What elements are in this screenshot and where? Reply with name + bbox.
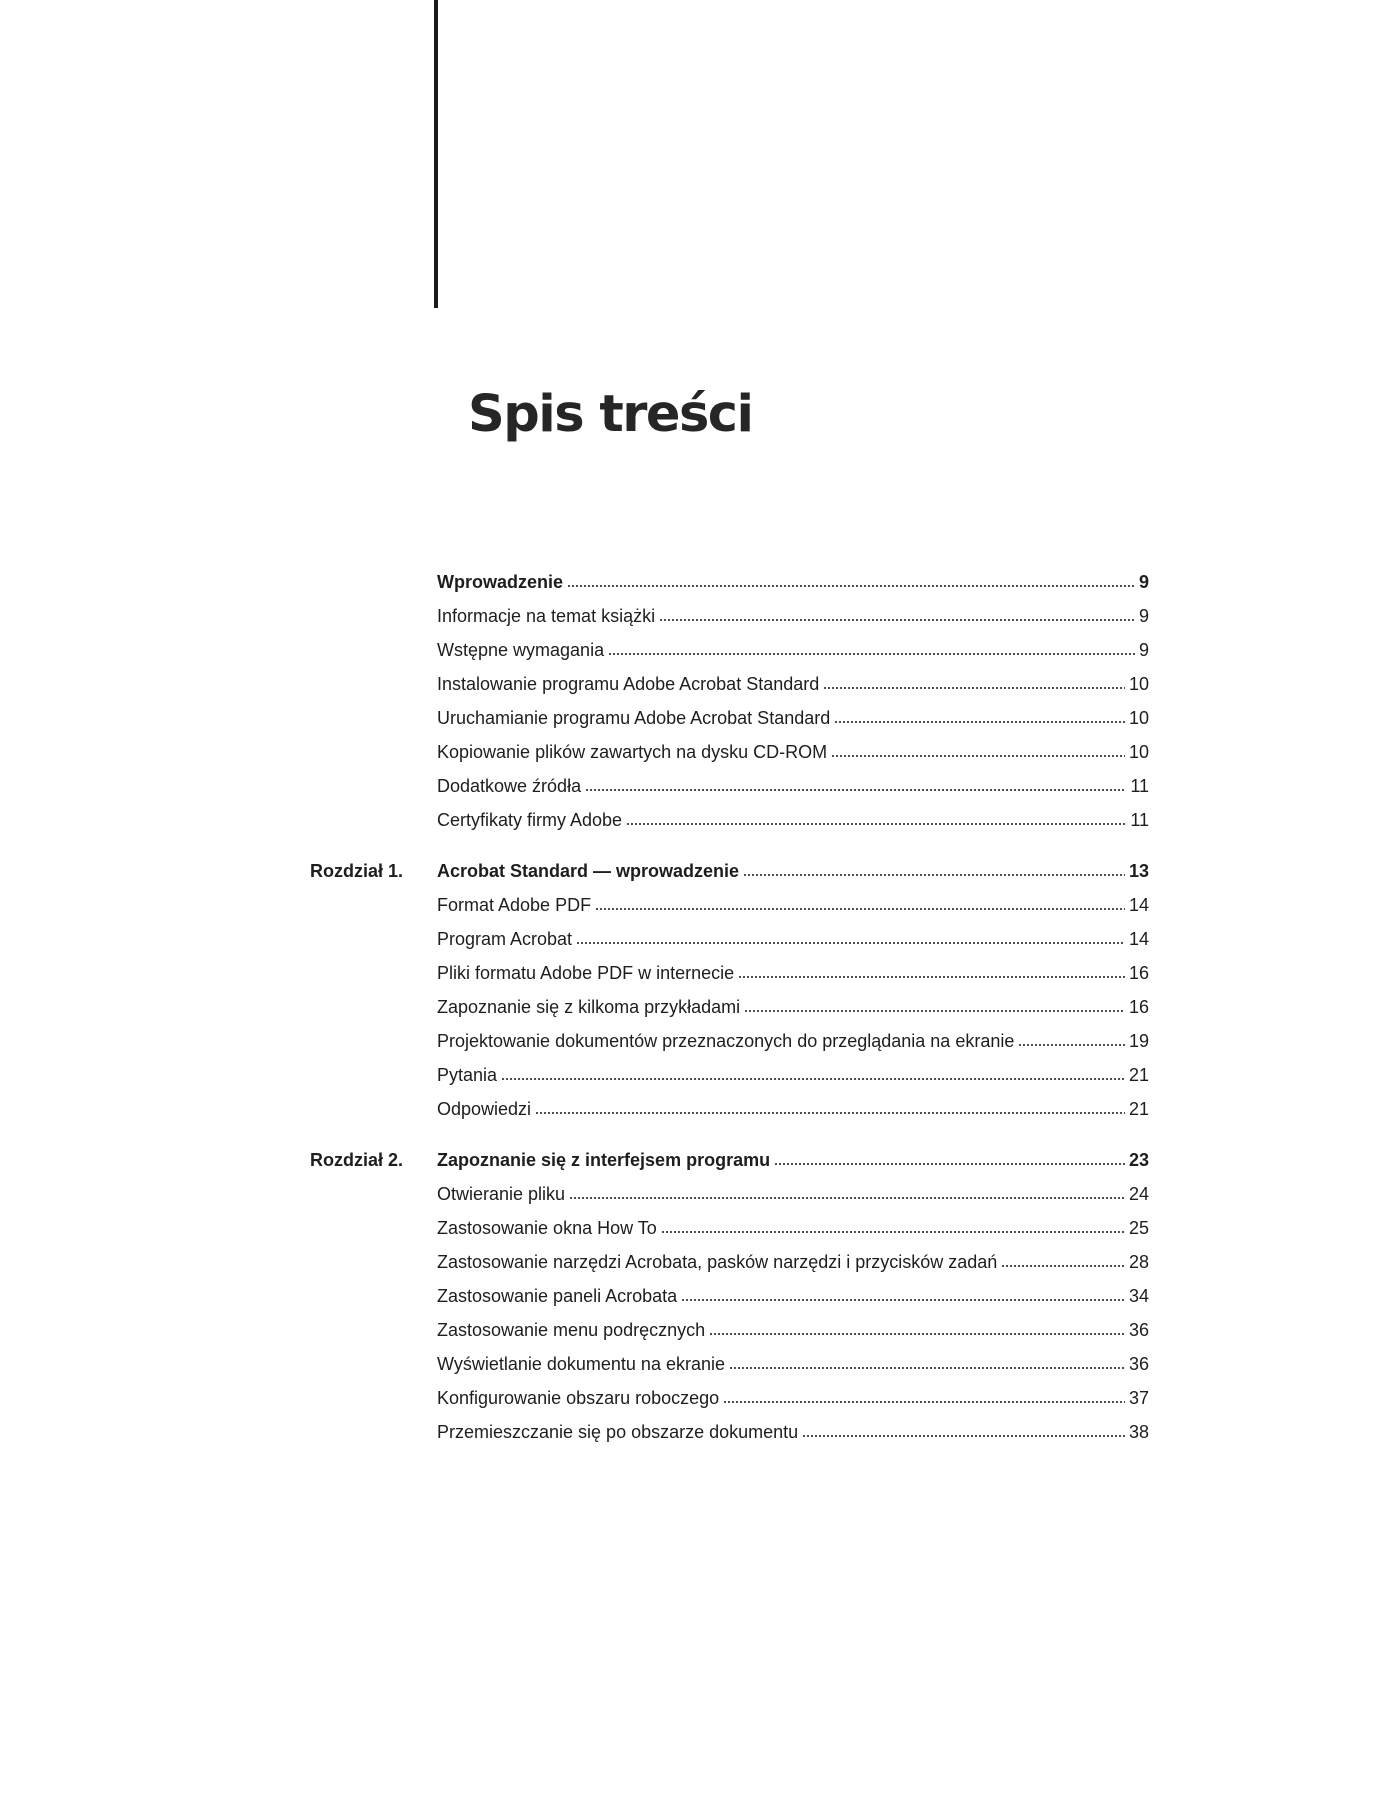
toc-entry-page-number: 9 [1138, 640, 1149, 660]
toc-entry-page-number: 9 [1138, 572, 1149, 592]
toc-entry[interactable] [437, 882, 1149, 916]
toc-entry-title: Wprowadzenie [437, 572, 564, 592]
chapter-label: Rozdział 2. [310, 1150, 404, 1170]
dot-leader [626, 821, 1126, 827]
toc-entry[interactable] [437, 1375, 1149, 1409]
toc-entry-page-number: 23 [1128, 1150, 1149, 1170]
toc-entry-page-number: 10 [1128, 674, 1149, 694]
toc-entry-title: Zapoznanie się z interfejsem programu [437, 1150, 771, 1170]
toc-entry-page-number: 36 [1128, 1354, 1149, 1374]
toc-entry-title: Zastosowanie narzędzi Acrobata, pasków narzędzi i przycisków zadań [437, 1252, 998, 1272]
toc-entry[interactable] [437, 1018, 1149, 1052]
toc-entry[interactable] [437, 950, 1149, 984]
toc-entry-title: Pytania [437, 1065, 498, 1085]
dot-leader [659, 617, 1135, 623]
dot-leader [501, 1076, 1125, 1082]
toc-entry-title: Zastosowanie okna How To [437, 1218, 657, 1238]
toc-entry-page-number: 13 [1128, 861, 1149, 881]
toc-entry-title: Projektowanie dokumentów przeznaczonych do przeglądania na ekranie [437, 1031, 1015, 1051]
toc-entry-page-number: 14 [1128, 929, 1149, 949]
toc-entry-title: Otwieranie pliku [437, 1184, 566, 1204]
toc-entry-title: Certyfikaty firmy Adobe [437, 810, 623, 830]
dot-leader [823, 685, 1125, 691]
dot-leader [743, 872, 1125, 878]
dot-leader [661, 1229, 1125, 1235]
dot-leader [834, 719, 1125, 725]
toc-entry-title: Program Acrobat [437, 929, 573, 949]
dot-leader [535, 1110, 1125, 1116]
dot-leader [585, 787, 1126, 793]
toc-entry-title: Format Adobe PDF [437, 895, 592, 915]
dot-leader [709, 1331, 1125, 1337]
dot-leader [729, 1365, 1125, 1371]
toc-entry[interactable] [437, 916, 1149, 950]
toc-entry[interactable] [437, 1086, 1149, 1120]
toc-entry-page-number: 24 [1128, 1184, 1149, 1204]
toc-entry-page-number: 21 [1128, 1099, 1149, 1119]
toc-entry[interactable] [437, 1171, 1149, 1205]
dot-leader [595, 906, 1125, 912]
toc-entry-page-number: 36 [1128, 1320, 1149, 1340]
dot-leader [744, 1008, 1125, 1014]
dot-leader [831, 753, 1125, 759]
toc-entry-page-number: 34 [1128, 1286, 1149, 1306]
toc-entry-page-number: 28 [1128, 1252, 1149, 1272]
toc-entry[interactable] [437, 1137, 1149, 1171]
dot-leader [576, 940, 1125, 946]
toc-entry-title: Zastosowanie paneli Acrobata [437, 1286, 678, 1306]
toc-entry[interactable] [437, 1239, 1149, 1273]
toc-entry[interactable] [437, 729, 1149, 763]
dot-leader [681, 1297, 1125, 1303]
dot-leader [1018, 1042, 1125, 1048]
toc-entry-page-number: 14 [1128, 895, 1149, 915]
dot-leader [774, 1161, 1125, 1167]
toc-entry-title: Dodatkowe źródła [437, 776, 582, 796]
toc-entry-title: Przemieszczanie się po obszarze dokumentu [437, 1422, 799, 1442]
toc-entry[interactable] [437, 1307, 1149, 1341]
toc-entry-title: Wyświetlanie dokumentu na ekranie [437, 1354, 725, 1374]
toc-entry-page-number: 16 [1128, 963, 1149, 983]
toc-entry-page-number: 37 [1128, 1388, 1149, 1408]
toc-entry-title: Zastosowanie menu podręcznych [437, 1320, 706, 1340]
toc-entry[interactable] [437, 559, 1149, 593]
dot-leader [567, 583, 1135, 589]
toc-entry[interactable] [437, 1273, 1149, 1307]
toc-entry[interactable] [437, 627, 1149, 661]
dot-leader [608, 651, 1135, 657]
dot-leader [1001, 1263, 1125, 1269]
toc-entry-page-number: 10 [1128, 708, 1149, 728]
toc-entry-page-number: 38 [1128, 1422, 1149, 1442]
toc-entry-title: Kopiowanie plików zawartych na dysku CD-ROM [437, 742, 828, 762]
dot-leader [723, 1399, 1125, 1405]
toc-entry-title: Uruchamianie programu Adobe Acrobat Standard [437, 708, 831, 728]
toc-entry-title: Wstępne wymagania [437, 640, 605, 660]
toc-entry[interactable] [437, 1409, 1149, 1443]
toc-entry-title: Odpowiedzi [437, 1099, 532, 1119]
toc-entry[interactable] [437, 763, 1149, 797]
toc-entry[interactable] [437, 984, 1149, 1018]
toc-entry-title: Informacje na temat książki [437, 606, 656, 626]
toc-entry[interactable] [437, 1205, 1149, 1239]
toc-entry-page-number: 11 [1130, 810, 1149, 830]
toc-entry-page-number: 16 [1128, 997, 1149, 1017]
toc-entry-page-number: 11 [1130, 776, 1149, 796]
toc-entry-title: Instalowanie programu Adobe Acrobat Standard [437, 674, 820, 694]
dot-leader [569, 1195, 1125, 1201]
toc-entry-title: Konfigurowanie obszaru roboczego [437, 1388, 720, 1408]
toc-entry[interactable] [437, 1341, 1149, 1375]
toc-entry-page-number: 25 [1128, 1218, 1149, 1238]
dot-leader [802, 1433, 1125, 1439]
chapter-label: Rozdział 1. [310, 861, 404, 881]
toc-entry[interactable] [437, 848, 1149, 882]
toc-entry-page-number: 10 [1128, 742, 1149, 762]
toc-entry-title: Acrobat Standard — wprowadzenie [437, 861, 740, 881]
dot-leader [738, 974, 1125, 980]
toc-entry-title: Zapoznanie się z kilkoma przykładami [437, 997, 741, 1017]
toc-entry[interactable] [437, 1052, 1149, 1086]
toc-entry[interactable] [437, 593, 1149, 627]
toc-entry-page-number: 9 [1138, 606, 1149, 626]
toc-entry[interactable] [437, 661, 1149, 695]
toc-entry[interactable] [437, 797, 1149, 831]
toc-entry-title: Pliki formatu Adobe PDF w internecie [437, 963, 735, 983]
toc-entry-page-number: 21 [1128, 1065, 1149, 1085]
toc-entry-page-number: 19 [1128, 1031, 1149, 1051]
page-title: Spis treści [468, 385, 753, 444]
toc-entry[interactable] [437, 695, 1149, 729]
